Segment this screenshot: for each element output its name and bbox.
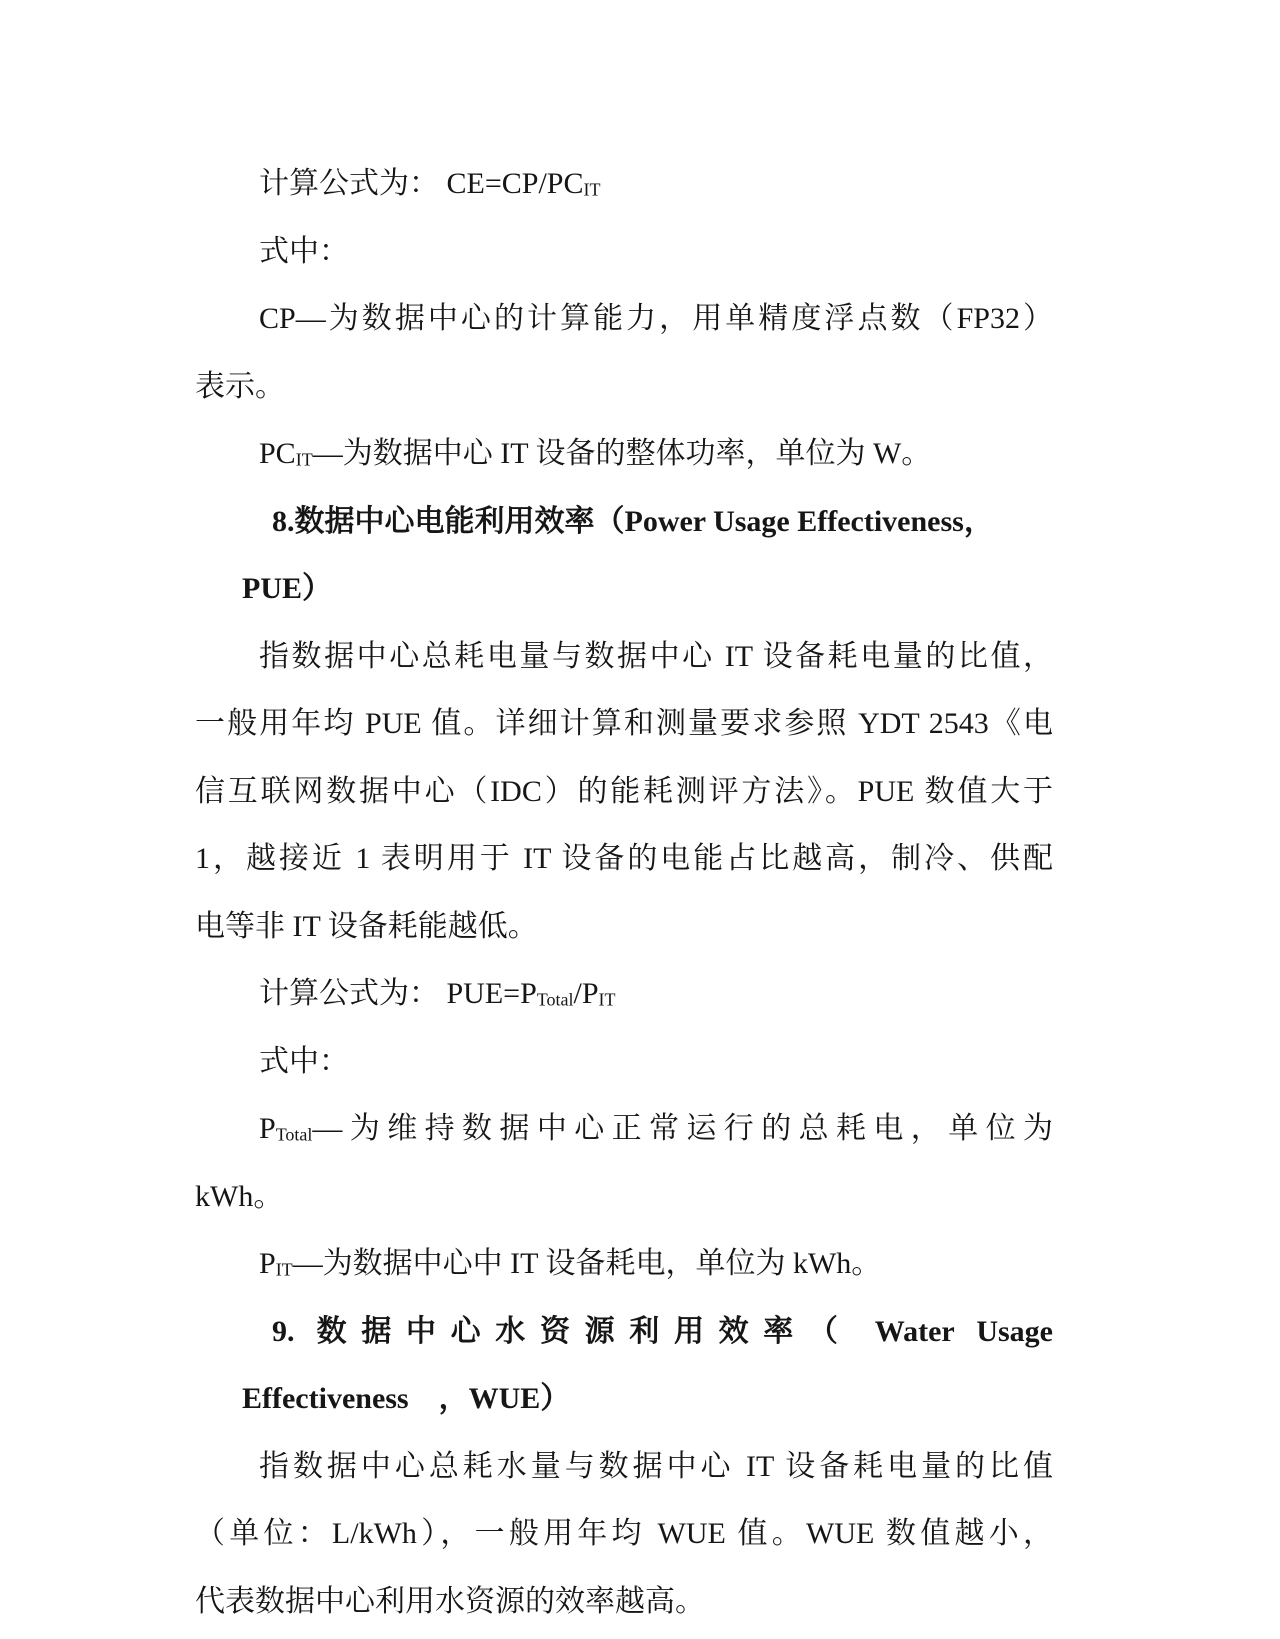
body-line: 式中： <box>259 1044 349 1078</box>
body-line: （单位：L/kWh），一般用年均 WUE 值。WUE 数值越小， <box>195 1517 1053 1550</box>
body-line: $P_{Total}—$为维持数据中心正常运行的总耗电，单位为 <box>259 1112 1053 1145</box>
body-line: CP—为数据中心的计算能力，用单精度浮点数（FP32） <box>259 302 1053 335</box>
heading-line: Effectiveness ，WUE） <box>242 1382 571 1415</box>
subscript-text: IT <box>275 1259 293 1280</box>
body-line: 代表数据中心利用水资源的效率越高。 <box>195 1584 705 1618</box>
body-line: $P_{IT}—$为数据中心中 IT 设备耗电，单位为 kWh。 <box>259 1247 882 1280</box>
body-line: 计算公式为： $PUE=P_{Total}/P_{IT}$ <box>259 977 616 1010</box>
body-line: 指数据中心总耗电量与数据中心 IT 设备耗电量的比值， <box>259 639 1053 673</box>
body-line: 信互联网数据中心（IDC）的能耗测评方法》。PUE 数值大于 <box>195 774 1053 808</box>
subscript-text: Total <box>275 1124 313 1145</box>
body-line: 表示。 <box>195 369 285 403</box>
heading-line: 8.数据中心电能利用效率（Power Usage Effectiveness， <box>272 504 994 538</box>
body-line: 计算公式为： $CE=CP/PC_{IT}$ <box>259 167 601 200</box>
heading-line: 9. 数据中心水资源利用效率（ Water Usage <box>272 1314 1053 1348</box>
subscript-text: IT <box>295 449 313 470</box>
body-line: 电等非 IT 设备耗能越低。 <box>195 909 538 943</box>
body-line: 一般用年均 PUE 值。详细计算和测量要求参照 YDT 2543《电 <box>195 707 1053 740</box>
subscript-text: Total <box>536 989 574 1010</box>
subscript-text: IT <box>583 179 601 200</box>
body-line: 式中： <box>259 234 349 268</box>
subscript-text: IT <box>598 989 616 1010</box>
document-text-block <box>195 150 1053 1635</box>
body-line: kWh。 <box>195 1179 284 1213</box>
heading-line: PUE） <box>242 572 332 605</box>
body-line: 指数据中心总耗水量与数据中心 IT 设备耗电量的比值 <box>259 1449 1053 1483</box>
body-line: 1，越接近 1 表明用于 IT 设备的电能占比越高，制冷、供配 <box>195 842 1053 875</box>
body-line: $PC_{IT}—$为数据中心 IT 设备的整体功率，单位为 W。 <box>259 437 932 470</box>
